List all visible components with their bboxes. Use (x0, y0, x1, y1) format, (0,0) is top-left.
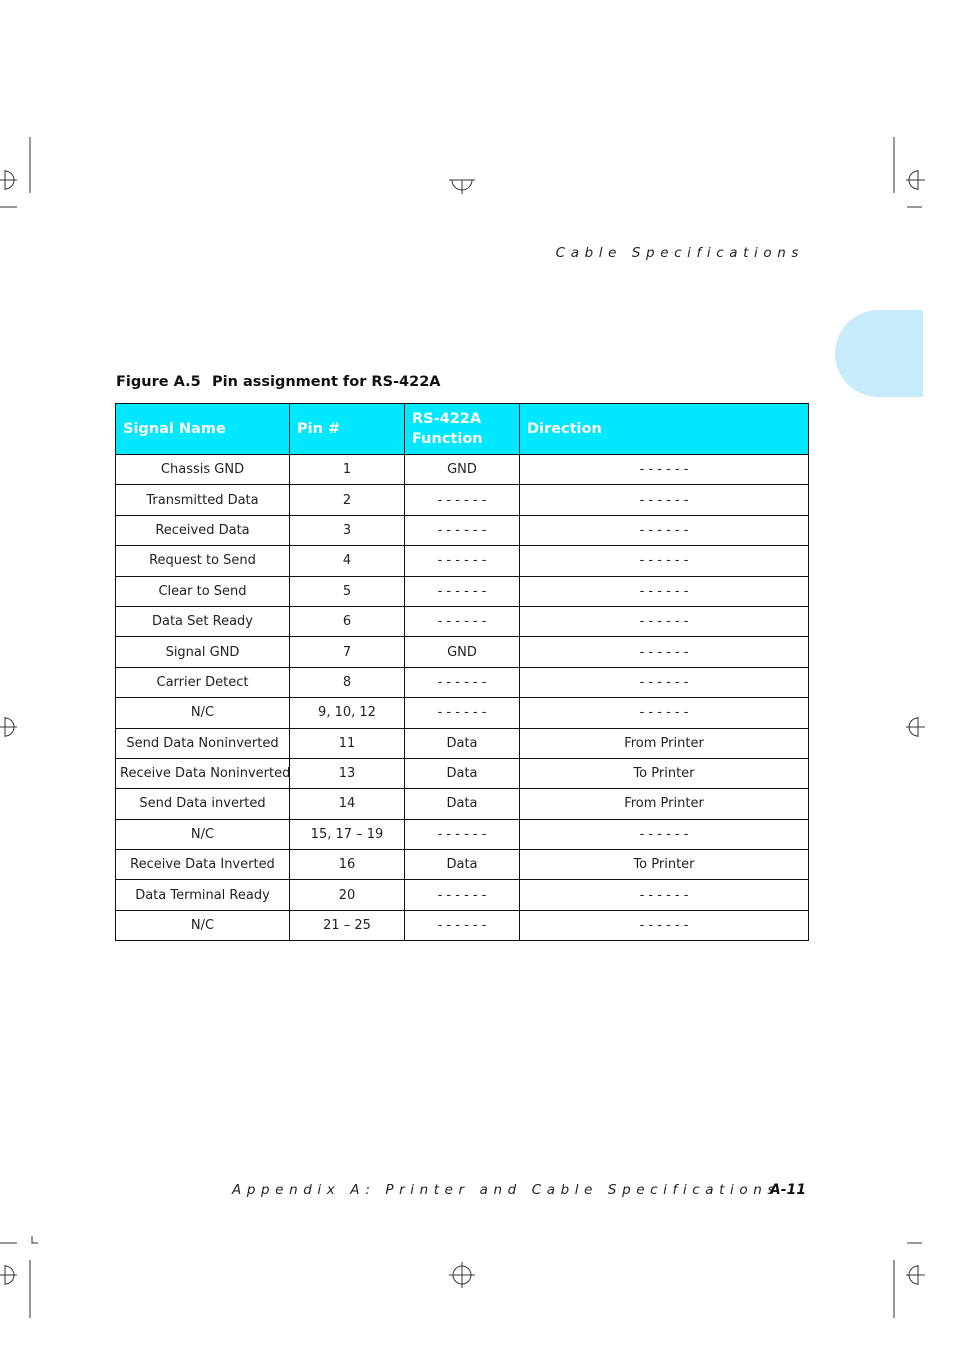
cell-direction: - - - - - - (520, 637, 809, 667)
cell-direction: - - - - - - (520, 606, 809, 636)
cell-function: GND (405, 455, 520, 485)
cell-function: - - - - - - (405, 667, 520, 697)
cell-pin: 5 (290, 576, 405, 606)
table-row (116, 758, 809, 788)
cell-direction: - - - - - - (520, 698, 809, 728)
figure-title: Pin assignment for RS-422A (212, 374, 441, 390)
registration-mark (906, 1265, 925, 1285)
table-row (116, 698, 809, 728)
cell-direction: To Printer (520, 758, 809, 788)
table-body (116, 455, 809, 941)
cell-signal-name: Received Data (116, 515, 290, 545)
cell-function: - - - - - - (405, 606, 520, 636)
cell-direction: - - - - - - (520, 546, 809, 576)
header-pin: Pin # (290, 404, 405, 455)
table-row (116, 606, 809, 636)
cell-signal-name: Data Set Ready (116, 606, 290, 636)
table-row (116, 728, 809, 758)
cell-signal-name: Clear to Send (116, 576, 290, 606)
running-head: Cable Specifications (555, 245, 804, 261)
header-direction: Direction (520, 404, 809, 455)
cell-signal-name: Request to Send (116, 546, 290, 576)
table-header-row (116, 404, 809, 455)
cell-function: - - - - - - (405, 819, 520, 849)
table-row (116, 546, 809, 576)
cell-signal-name: Signal GND (116, 637, 290, 667)
cell-pin: 6 (290, 606, 405, 636)
cell-pin: 20 (290, 880, 405, 910)
cell-direction: - - - - - - (520, 880, 809, 910)
registration-mark (906, 170, 925, 190)
registration-mark (906, 717, 925, 737)
cell-function: Data (405, 850, 520, 880)
cell-function: - - - - - - (405, 880, 520, 910)
cell-function: - - - - - - (405, 910, 520, 940)
cell-direction: - - - - - - (520, 819, 809, 849)
cell-function: - - - - - - (405, 546, 520, 576)
cell-pin: 15, 17 – 19 (290, 819, 405, 849)
table-row (116, 850, 809, 880)
cell-signal-name: N/C (116, 910, 290, 940)
cell-direction: From Printer (520, 789, 809, 819)
header-function-line2: Function (412, 431, 483, 447)
cell-direction: - - - - - - (520, 910, 809, 940)
registration-mark (449, 180, 475, 194)
page-number: A-11 (769, 1182, 806, 1198)
cell-signal-name: Chassis GND (116, 455, 290, 485)
cell-direction: To Printer (520, 850, 809, 880)
cell-direction: From Printer (520, 728, 809, 758)
cell-direction: - - - - - - (520, 455, 809, 485)
cell-function: - - - - - - (405, 698, 520, 728)
cell-pin: 21 – 25 (290, 910, 405, 940)
cell-signal-name: Data Terminal Ready (116, 880, 290, 910)
cell-pin: 8 (290, 667, 405, 697)
header-signal-name: Signal Name (116, 404, 290, 455)
cell-signal-name: Transmitted Data (116, 485, 290, 515)
registration-mark (449, 1262, 475, 1288)
table-row (116, 637, 809, 667)
cell-signal-name: Receive Data Noninverted (116, 758, 290, 788)
table-row (116, 576, 809, 606)
cell-direction: - - - - - - (520, 667, 809, 697)
cell-signal-name: Send Data Noninverted (116, 728, 290, 758)
cell-function: GND (405, 637, 520, 667)
cell-signal-name: Send Data inverted (116, 789, 290, 819)
cell-pin: 3 (290, 515, 405, 545)
figure-caption (116, 374, 441, 390)
cell-signal-name: N/C (116, 819, 290, 849)
cell-pin: 11 (290, 728, 405, 758)
registration-mark (0, 1265, 17, 1285)
cell-signal-name: N/C (116, 698, 290, 728)
table-row (116, 515, 809, 545)
header-function (405, 404, 520, 455)
table-row (116, 789, 809, 819)
corner-mark (32, 1236, 38, 1243)
cell-pin: 14 (290, 789, 405, 819)
table-row (116, 485, 809, 515)
table-row (116, 880, 809, 910)
cell-function: Data (405, 728, 520, 758)
registration-mark (0, 170, 17, 190)
cell-function: Data (405, 758, 520, 788)
cell-pin: 16 (290, 850, 405, 880)
cell-pin: 1 (290, 455, 405, 485)
cell-signal-name: Receive Data Inverted (116, 850, 290, 880)
table-row (116, 667, 809, 697)
pin-assignment-table (115, 403, 809, 941)
cell-direction: - - - - - - (520, 515, 809, 545)
table-row (116, 455, 809, 485)
cell-signal-name: Carrier Detect (116, 667, 290, 697)
registration-mark (0, 717, 17, 737)
cell-pin: 4 (290, 546, 405, 576)
header-function-line1: RS-422A (412, 411, 482, 427)
cell-direction: - - - - - - (520, 576, 809, 606)
cell-pin: 2 (290, 485, 405, 515)
chapter-thumb-tab (835, 310, 923, 397)
cell-pin: 7 (290, 637, 405, 667)
cell-function: Data (405, 789, 520, 819)
cell-pin: 9, 10, 12 (290, 698, 405, 728)
figure-number: Figure A.5 (116, 374, 201, 390)
cell-function: - - - - - - (405, 515, 520, 545)
cell-function: - - - - - - (405, 485, 520, 515)
cell-function: - - - - - - (405, 576, 520, 606)
cell-direction: - - - - - - (520, 485, 809, 515)
cell-pin: 13 (290, 758, 405, 788)
table-row (116, 819, 809, 849)
running-foot: Appendix A: Printer and Cable Specifications (232, 1182, 781, 1198)
table-row (116, 910, 809, 940)
